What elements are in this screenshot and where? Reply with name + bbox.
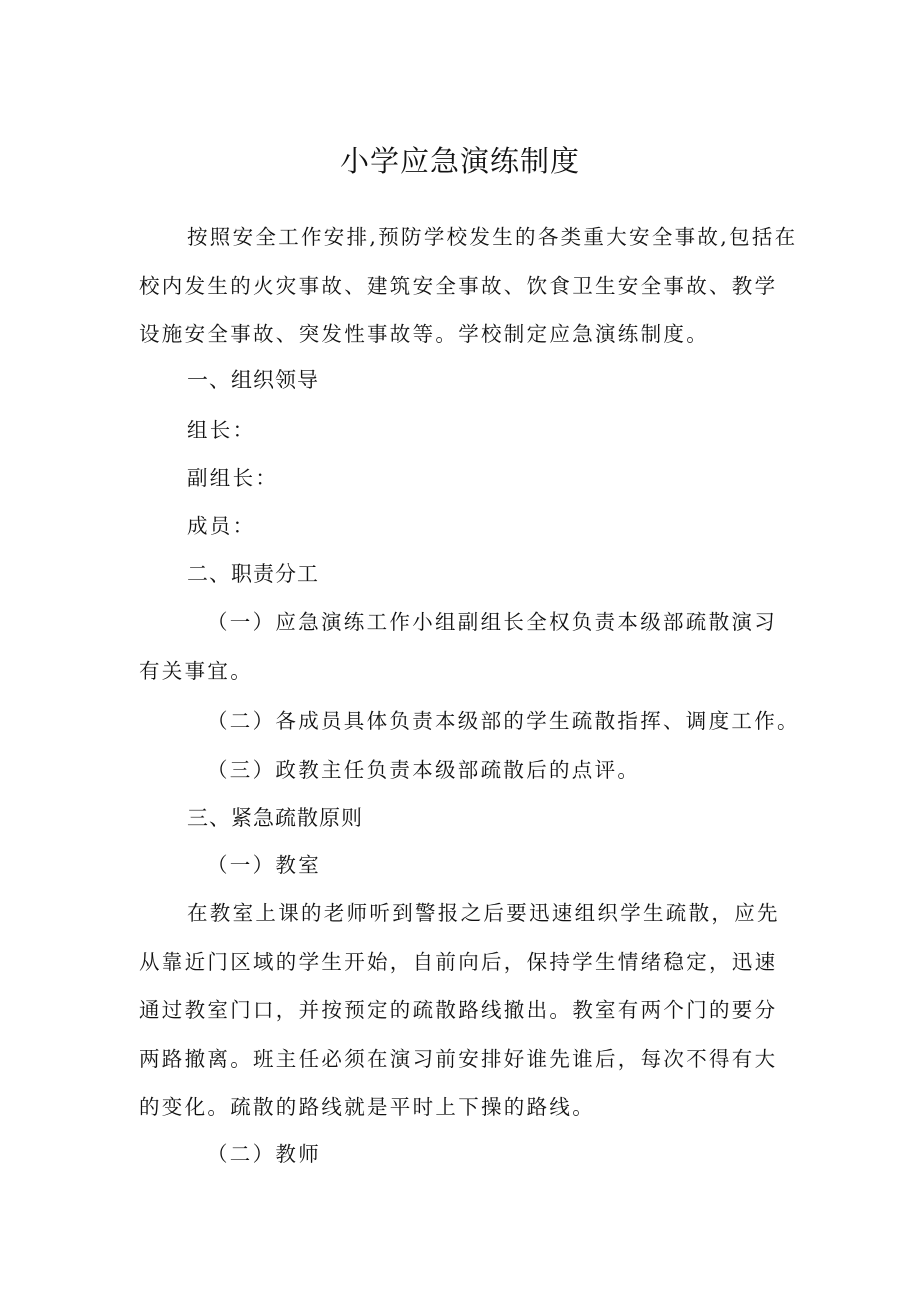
leader-line: 组长： [187,418,256,442]
deputy-leader-line: 副组长： [187,466,279,490]
document-title: 小学应急演练制度 [339,144,580,178]
section-heading-organization: 一、组织领导 [187,368,319,392]
subsection-teacher-title: （二）教师 [207,1142,321,1166]
duty-item-2: （二）各成员具体负责本级部的学生疏散指挥、调度工作。 [207,709,800,733]
duty-item-1: （一）应急演练工作小组副组长全权负责本级部疏散演习有关事宜。 [139,610,777,683]
duty-item-3: （三）政教主任负责本级部疏散后的点评。 [207,758,641,782]
classroom-paragraph: 在教室上课的老师听到警报之后要迅速组织学生疏散，应先从靠近门区域的学生开始，自前向后，保持学生情绪稳定，迅速通过教室门口，并按预定的疏散路线撤出。教室有两个门的要分两路撤离。班主任必须在演习前安排好谁先谁后，每次不得有大的变化。疏散的路线就是平时上下操的路线。 [139,901,780,1120]
section-heading-evacuation: 三、紧急疏散原则 [187,806,363,830]
section-heading-duties: 二、职责分工 [187,562,319,586]
intro-paragraph: 按照安全工作安排,预防学校发生的各类重大安全事故,包括在校内发生的火灾事故、建筑安全事故、饮食卫生安全事故、教学设施安全事故、突发性事故等。学校制定应急演练制度。 [139,225,798,347]
members-line: 成员： [187,514,256,538]
subsection-classroom-title: （一）教室 [207,853,321,877]
